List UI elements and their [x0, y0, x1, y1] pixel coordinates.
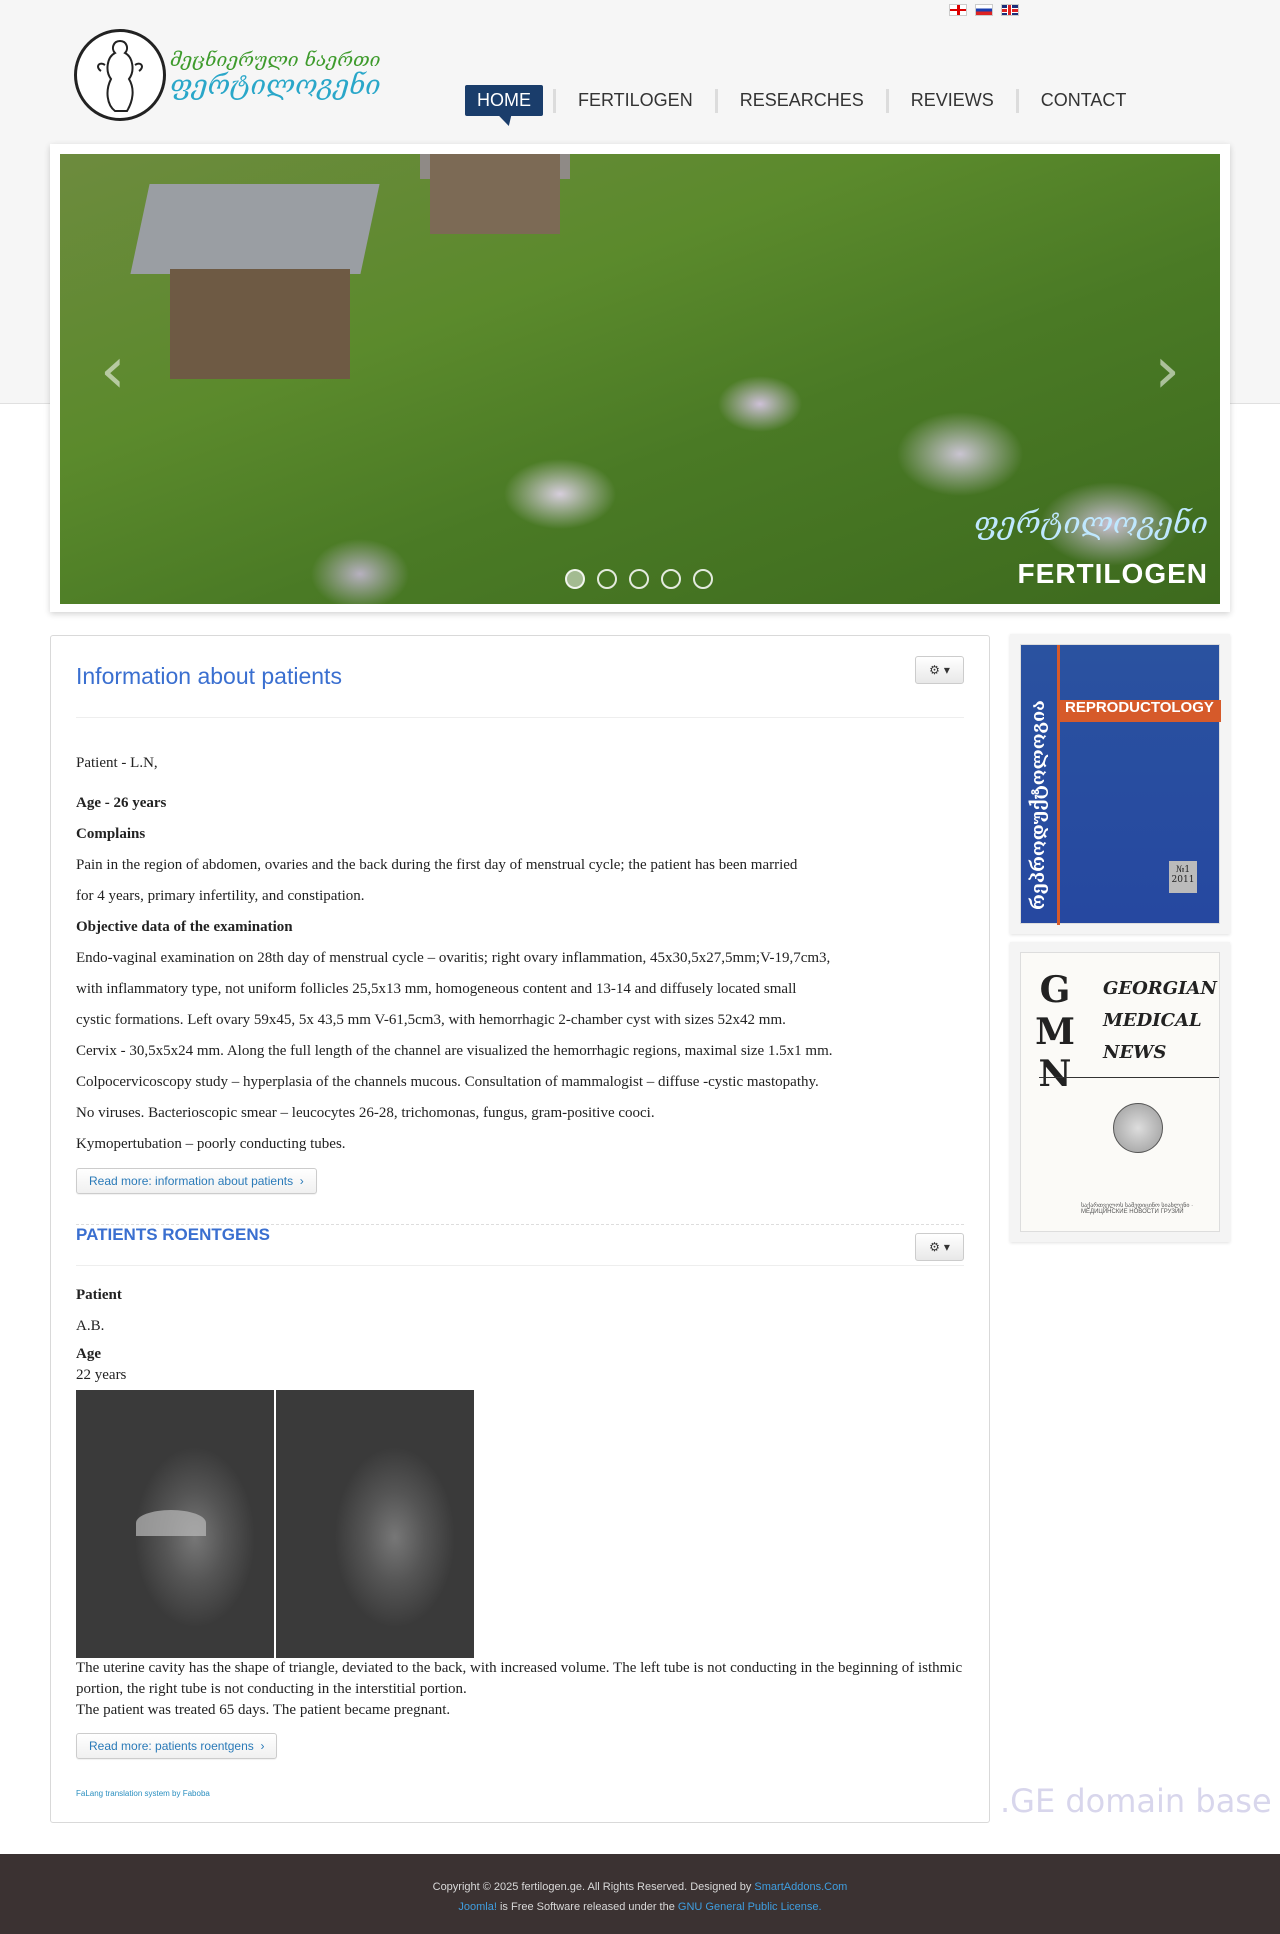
site-logo[interactable] — [74, 28, 381, 122]
designer-link[interactable]: SmartAddons.Com — [754, 1881, 848, 1893]
age-line: Age - 26 years — [76, 795, 167, 811]
nav-separator — [886, 89, 889, 113]
footer-copyright-line — [0, 1877, 1280, 1897]
slide-image — [60, 154, 1220, 604]
slide-caption-georgian: ფერტილოგენი — [973, 506, 1208, 541]
chevron-right-icon: › — [296, 1174, 304, 1188]
article-body — [76, 748, 964, 1160]
xray-outcome: The patient was treated 65 days. The patient became pregnant. — [76, 1702, 451, 1718]
slider-pagination — [565, 569, 713, 589]
slider-dot[interactable] — [597, 569, 617, 589]
chevron-right-icon[interactable]: › — [1154, 334, 1180, 408]
exam-line: cystic formations. Left ovary 59x45, 5x 43,5 mm V-61,5cm3, with hemorrhagic 2-chamber cyst with sizes 52x42 mm. — [76, 1012, 786, 1028]
main-content — [50, 635, 990, 1823]
copyright-text: Copyright © 2025 fertilogen.ge. All Rights Reserved. Designed by — [432, 1881, 752, 1893]
flag-english-icon[interactable] — [1001, 4, 1019, 16]
logo-emblem-icon — [74, 29, 166, 121]
caret-down-icon: ▾ — [943, 663, 950, 677]
age-value: 22 years — [76, 1367, 127, 1383]
read-more-button[interactable] — [76, 1168, 317, 1194]
gmn-letters: GMN — [1034, 969, 1076, 1095]
reproductology-cover — [1020, 644, 1220, 924]
divider — [76, 1265, 964, 1266]
flag-georgian-icon[interactable] — [949, 4, 967, 16]
gear-icon: ⚙ — [929, 663, 940, 677]
cover-vertical-title: რეპროდუქტოლოგია — [1028, 700, 1049, 910]
falang-credit[interactable]: FaLang translation system by Faboba — [76, 1789, 210, 1798]
xray-image — [76, 1390, 274, 1658]
complains-text-2: for 4 years, primary infertility, and constipation. — [76, 888, 365, 904]
divider — [76, 717, 964, 718]
main-nav — [460, 85, 1143, 116]
cover-footer: საქართველოს სამედიცინო სიახლენი · МЕДИЦИНСКИЕ НОВОСТИ ГРУЗИИ — [1081, 1203, 1194, 1215]
slide-caption: FERTILOGEN — [1017, 558, 1208, 589]
nav-fertilogen[interactable]: FERTILOGEN — [578, 90, 693, 110]
footer — [0, 1854, 1280, 1934]
chevron-left-icon[interactable]: ‹ — [100, 334, 126, 408]
sidebar-georgian-medical-news[interactable] — [1010, 942, 1230, 1242]
exam-line: Kymopertubation – poorly conducting tubes. — [76, 1136, 346, 1152]
gmn-title: GEORGIAN MEDICAL NEWS — [1103, 978, 1217, 1063]
flag-russian-icon[interactable] — [975, 4, 993, 16]
cover-title: REPRODUCTOLOGY — [1065, 699, 1214, 716]
domain-watermark: .GE domain base — [1000, 1782, 1272, 1820]
gpl-link[interactable]: GNU General Public License. — [677, 1901, 822, 1913]
exam-line: No viruses. Bacterioscopic smear – leucocytes 26-28, trichomonas, fungus, gram-positive cooci. — [76, 1105, 655, 1121]
exam-line: with inflammatory type, not uniform follicles 25,5x13 mm, homogeneous content and 13-14 and diffusely located small — [76, 981, 797, 997]
article-title[interactable]: Information about patients — [76, 663, 342, 689]
article-options-button[interactable] — [915, 1233, 964, 1261]
nav-separator — [1016, 89, 1019, 113]
objective-heading: Objective data of the examination — [76, 919, 293, 935]
joomla-link[interactable]: Joomla! — [458, 1901, 497, 1913]
slider-dot[interactable] — [565, 569, 585, 589]
exam-line: Endo-vaginal examination on 28th day of menstrual cycle – ovaritis; right ovary inflammation, 45x30,5x27,5mm;V-19,7cm3, — [76, 950, 831, 966]
exam-line: Cervix - 30,5x5x24 mm. Along the full length of the channel are visualized the hemorrhagic regions, maximal size 1.5x1 mm. — [76, 1043, 833, 1059]
slider-dot[interactable] — [629, 569, 649, 589]
patient-line: Patient - L.N, — [76, 755, 158, 771]
image-slider — [50, 144, 1230, 612]
xray-image — [276, 1390, 474, 1658]
slider-dot[interactable] — [693, 569, 713, 589]
nav-separator — [553, 89, 556, 113]
read-more-label: Read more: information about patients — [89, 1174, 294, 1188]
language-switcher — [949, 4, 1019, 16]
logo-title: ფერტილოგენი — [170, 69, 381, 101]
complains-heading: Complains — [76, 826, 146, 842]
caret-down-icon: ▾ — [943, 1240, 950, 1254]
read-more-label: Read more: patients roentgens — [89, 1739, 254, 1753]
nav-separator — [715, 89, 718, 113]
issue-badge: №1 2011 — [1169, 861, 1197, 893]
article-title[interactable]: PATIENTS ROENTGENS — [76, 1225, 270, 1244]
footer-license-line — [0, 1897, 1280, 1917]
sidebar-reproductology[interactable] — [1010, 634, 1230, 934]
xray-gallery — [76, 1390, 964, 1658]
gear-icon: ⚙ — [929, 1240, 940, 1254]
xray-description: The uterine cavity has the shape of triangle, deviated to the back, with increased volume. The left tube is not conducting in the beginning of isthmic portion, the right tube is not conducting in the interstitial portion. — [76, 1660, 963, 1697]
nav-home[interactable]: HOME — [465, 85, 543, 116]
license-text: is Free Software released under the — [496, 1901, 678, 1913]
barn-shape — [140, 184, 360, 384]
chevron-right-icon: › — [257, 1739, 265, 1753]
slider-dot[interactable] — [661, 569, 681, 589]
exam-line: Colpocervicoscopy study – hyperplasia of the channels mucous. Consultation of mammalogist – diffuse -cystic mastopathy. — [76, 1074, 819, 1090]
nav-contact[interactable]: CONTACT — [1040, 90, 1127, 110]
article-options-button[interactable] — [915, 656, 964, 684]
patient-value: A.B. — [76, 1318, 105, 1334]
read-more-button[interactable] — [76, 1733, 277, 1759]
nav-reviews[interactable]: REVIEWS — [910, 90, 994, 110]
age-label: Age — [76, 1346, 101, 1362]
nav-researches[interactable]: RESEARCHES — [739, 90, 864, 110]
logo-tagline: მეცნიერული ნაერთი — [170, 48, 381, 71]
complains-text: Pain in the region of abdomen, ovaries and the back during the first day of menstrual cycle; the patient has been married — [76, 857, 798, 873]
patient-label: Patient — [76, 1287, 122, 1303]
seal-icon — [1113, 1103, 1163, 1153]
article-body — [76, 1280, 964, 1721]
gmn-cover — [1020, 952, 1220, 1232]
